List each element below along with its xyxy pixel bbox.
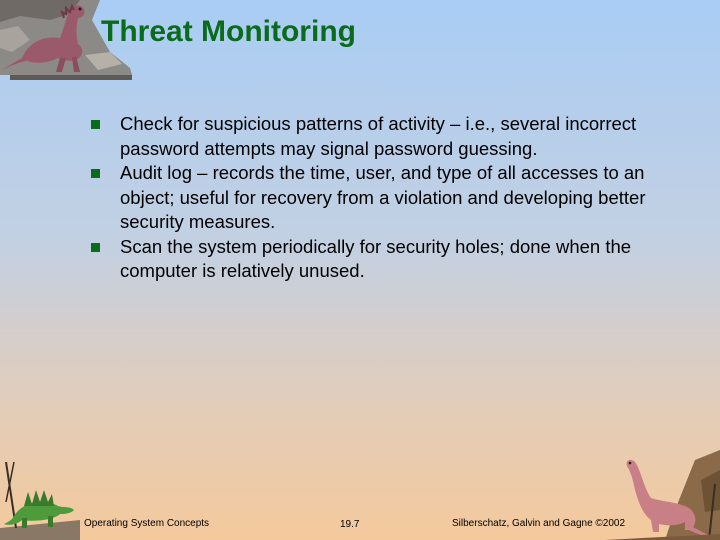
bullet-item [90,161,675,235]
square-bullet-icon [91,169,100,178]
bullet-item [90,235,675,284]
footer-course-title: Operating System Concepts [84,518,210,529]
bullet-text: Check for suspicious patterns of activity – i.e., several incorrect password attempts may signal password guessing. [120,113,637,159]
footer-copyright: Silberschatz, Galvin and Gagne ©2002 [452,518,626,529]
square-bullet-icon [91,243,100,252]
bullet-text: Scan the system periodically for security holes; done when the computer is relatively unused. [120,235,632,281]
slide-title: Threat Monitoring [101,15,356,48]
stegosaurus-illustration-icon [0,462,80,540]
bullet-text: Audit log – records the time, user, and type of all accesses to an object; useful for recovery from a violation and developing better security measures. [120,162,646,232]
bullet-list [90,112,675,284]
square-bullet-icon [91,120,100,129]
bullet-item [90,112,675,161]
footer-page-number: 19.7 [340,519,360,530]
